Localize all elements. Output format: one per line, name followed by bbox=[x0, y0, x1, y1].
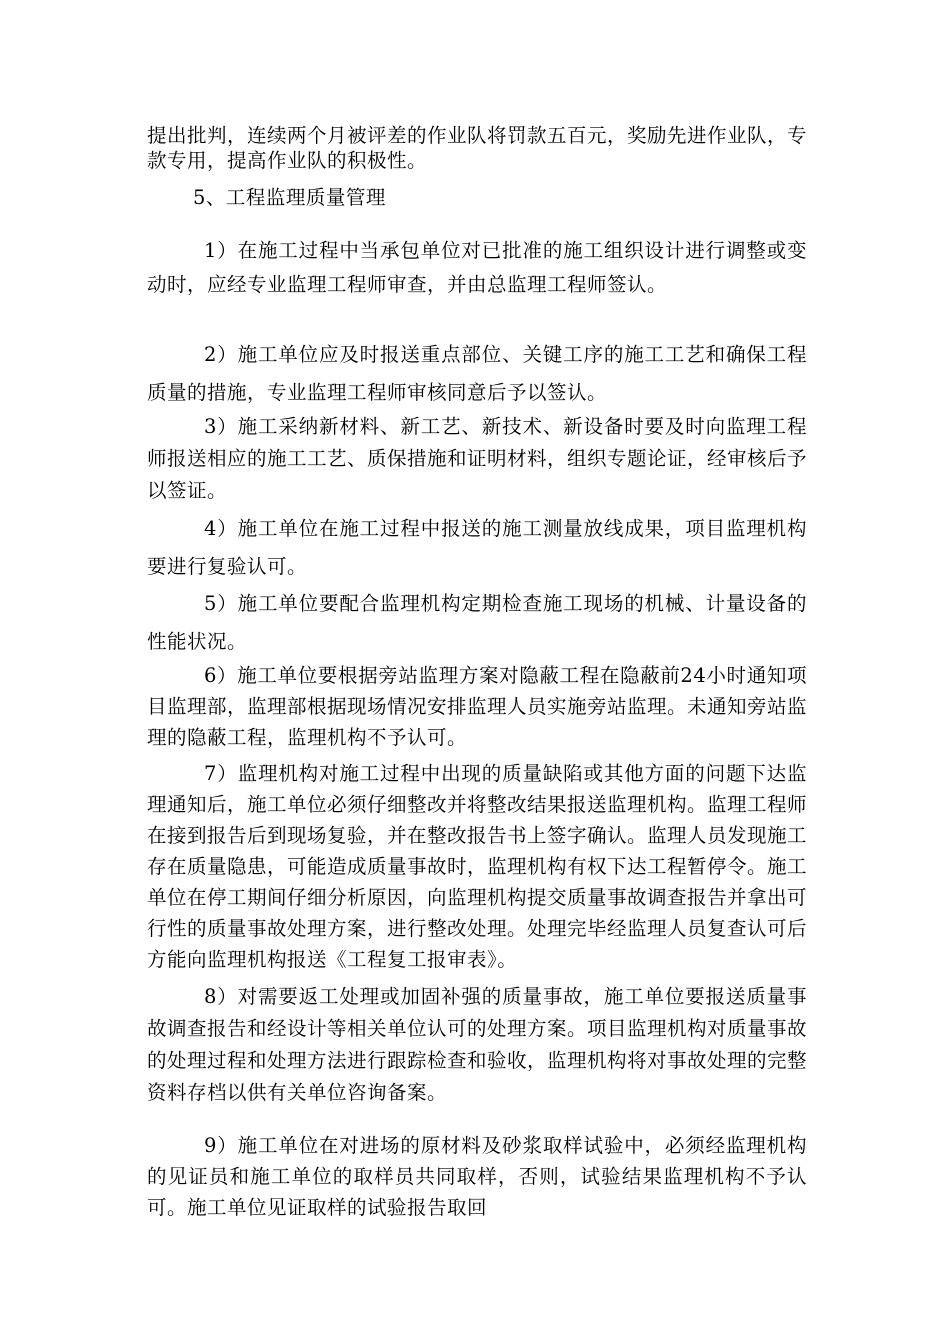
paragraph-item-7: 7）监理机构对施工过程中出现的质量缺陷或其他方面的问题下达监理通知后，施工单位必须仔细整改并将整改结果报送监理机构。监理工程师在接到报告后到现场复验，并在整改报告书上签字确认。监理人员发现施工存在质量隐患，可能造成质量事故时，监理机构有权下达工程暂停令。施工单位在停工期间仔细分析原因，向监理机构提交质量事故调查报告并拿出可行性的质量事故处理方案，进行整改处理。处理完毕经监理人员复查认可后方能向监理机构报送《工程复工报审表》。 bbox=[147, 762, 808, 971]
section-heading: 5、工程监理质量管理 bbox=[193, 186, 386, 209]
paragraph-item-3: 3）施工采纳新材料、新工艺、新技术、新设备时要及时向监理工程师报送相应的施工工艺、质保措施和证明材料，组织专题论证，经审核后予以签证。 bbox=[147, 415, 808, 502]
paragraph-item-8: 8）对需要返工处理或加固补强的质量事故，施工单位要报送质量事故调查报告和经设计等相关单位认可的处理方案。项目监理机构对质量事故的处理过程和处理方法进行跟踪检查和验收，监理机构将对事故处理的完整资料存档以供有关单位咨询备案。 bbox=[147, 985, 808, 1104]
paragraph-item-2: 2）施工单位应及时报送重点部位、关键工序的施工工艺和确保工程质量的措施，专业监理工程师审核同意后予以签认。 bbox=[147, 343, 807, 404]
paragraph-continuation: 提出批判，连续两个月被评差的作业队将罚款五百元，奖励先进作业队，专款专用，提高作业队的积极性。 bbox=[147, 124, 808, 172]
paragraph-item-5: 5）施工单位要配合监理机构定期检查施工现场的机械、计量设备的性能状况。 bbox=[147, 592, 807, 653]
paragraph-item-6: 6）施工单位要根据旁站监理方案对隐蔽工程在隐蔽前24小时通知项目监理部，监理部根据现场情况安排监理人员实施旁站监理。未通知旁站监理的隐蔽工程，监理机构不予认可。 bbox=[147, 664, 808, 749]
paragraph-item-4: 4）施工单位在施工过程中报送的施工测量放线成果，项目监理机构要进行复验认可。 bbox=[147, 517, 807, 578]
paragraph-item-9: 9）施工单位在对进场的原材料及砂浆取样试验中，必须经监理机构的见证员和施工单位的取样员共同取样，否则，试验结果监理机构不予认可。施工单位见证取样的试验报告取回 bbox=[147, 1134, 807, 1219]
paragraph-item-1: 1）在施工过程中当承包单位对已批准的施工组织设计进行调整或变动时，应经专业监理工程师审查，并由总监理工程师签认。 bbox=[147, 239, 807, 296]
